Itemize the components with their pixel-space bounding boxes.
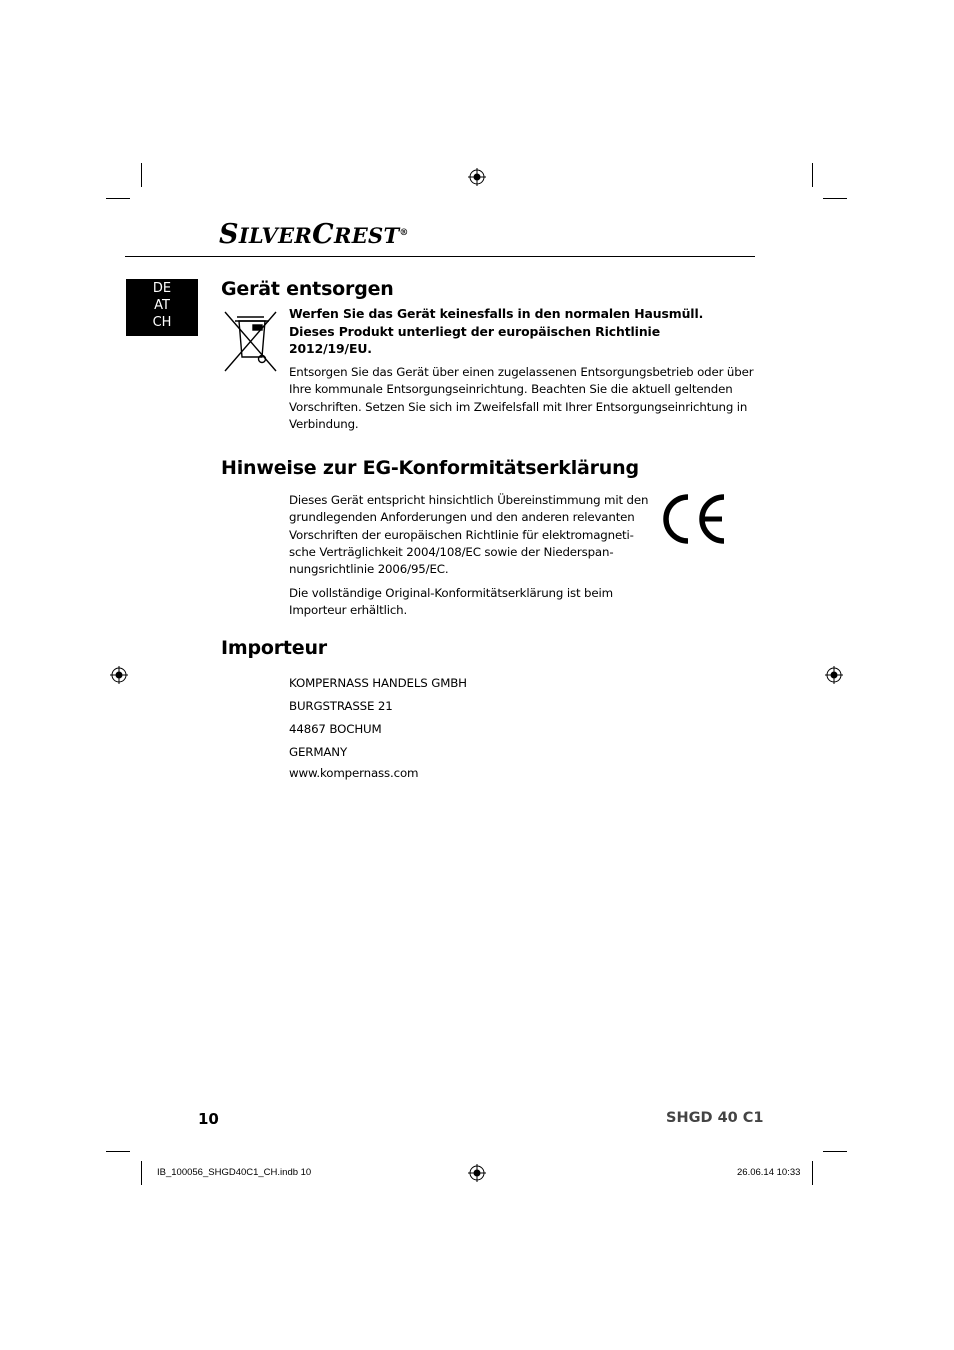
slug-file: IB_100056_SHGD40C1_CH.indb 10	[157, 1167, 312, 1178]
crop-mark	[106, 198, 130, 199]
ce-mark-icon	[658, 494, 728, 544]
importer-address: KOMPERNASS HANDELS GMBH BURGSTRASSE 21 44867 BOCHUM GERMANY	[289, 676, 467, 759]
crop-mark	[141, 163, 142, 187]
language-code: AT	[154, 298, 170, 313]
crop-mark	[812, 163, 813, 187]
disposal-body: Entsorgen Sie das Gerät über einen zugelassenen Entsorgungsbetrieb oder über Ihre kommunale Entsorgungseinrichtung. Beachten Sie die aktuell geltenden Vorschriften. Setzen Sie sich im Zweifelsfall mit Ihrer Entsorgungseinrichtung in Verbindung.	[289, 365, 754, 431]
language-code: CH	[152, 315, 172, 330]
registration-target-icon	[468, 168, 486, 186]
crossed-out-wheelie-bin-icon	[222, 309, 280, 375]
model-number: SHGD 40 C1	[666, 1110, 764, 1126]
crop-mark	[141, 1161, 142, 1185]
header-rule	[125, 256, 755, 257]
crop-mark	[106, 1151, 130, 1152]
slug-date: 26.06.14 10:33	[737, 1167, 801, 1178]
registration-target-icon	[110, 666, 128, 684]
crop-mark	[823, 1151, 847, 1152]
registration-target-icon	[468, 1164, 486, 1182]
crop-mark	[823, 198, 847, 199]
disposal-warning: Werfen Sie das Gerät keinesfalls in den normalen Hausmüll. Dieses Produkt unterliegt der europäischen Richtlinie 2012/19/EU.	[289, 306, 704, 356]
brand-logo: SILVERCREST®	[219, 219, 409, 250]
importer-website[interactable]: www.kompernass.com	[289, 766, 419, 780]
language-tab	[126, 279, 198, 336]
page-number: 10	[198, 1110, 219, 1128]
crop-mark	[812, 1161, 813, 1185]
section-heading-importer: Importeur	[221, 637, 327, 659]
language-code: DE	[152, 281, 172, 296]
conformity-note: Die vollständige Original-Konformitätserklärung ist beim Importeur erhältlich.	[289, 586, 613, 618]
registration-target-icon	[825, 666, 843, 684]
section-heading-disposal: Gerät entsorgen	[221, 278, 394, 300]
conformity-body: Dieses Gerät entspricht hinsichtlich Übereinstimmung mit den grundlegenden Anforderungen und den anderen relevanten Vorschriften der europäischen Richtlinie für elektromagneti- sche Verträglichkeit 2004/108/EC sowie der Niederspan- nungsrichtlinie 2006/95/EC.	[289, 493, 649, 577]
section-heading-conformity: Hinweise zur EG-Konformitätserklärung	[221, 457, 639, 479]
